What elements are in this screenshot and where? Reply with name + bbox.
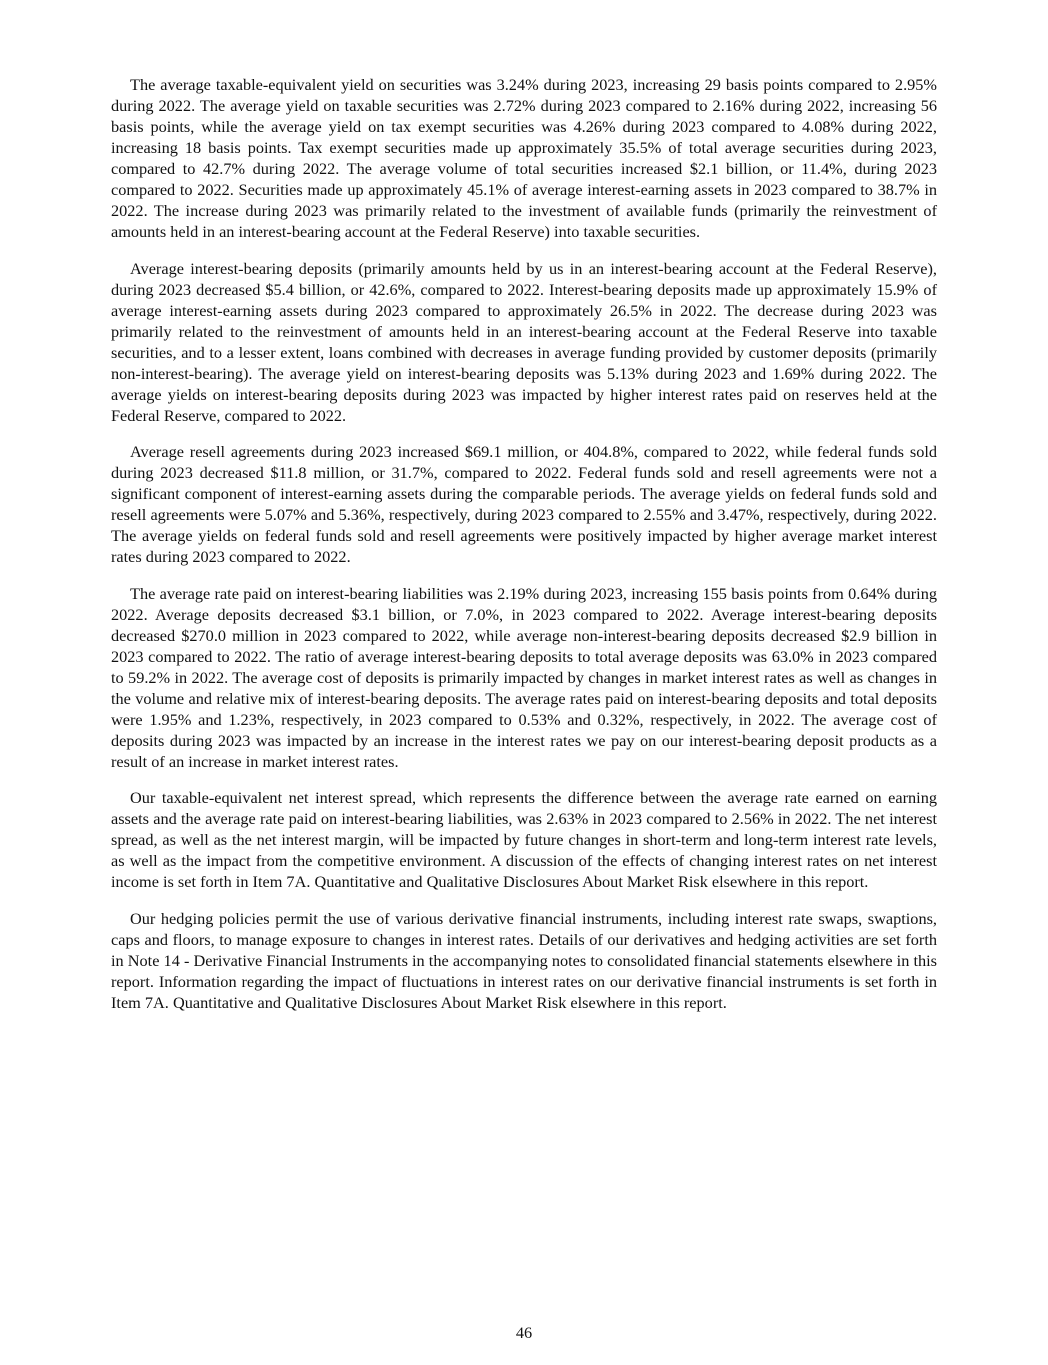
- page-number: 46: [515, 1323, 533, 1342]
- paragraph-net-interest-spread: Our taxable-equivalent net interest spread, which represents the difference between the average rate earned on earning assets and the average rate paid on interest-bearing liabilities, was 2.63% in 2023 compared to 2.56% in 2022. The net interest spread, as well as the net interest margin, will be impacted by future changes in short-term and long-term interest rate levels, as well as the impact from the competitive environment. A discussion of the effects of changing interest rates on net interest income is set forth in Item 7A. Quantitative and Qualitative Disclosures About Market Risk elsewhere in this report.: [111, 788, 937, 891]
- paragraph-hedging-policies: Our hedging policies permit the use of various derivative financial instruments, including interest rate swaps, swaptions, caps and floors, to manage exposure to changes in interest rates. Details of our derivatives and hedging activities are set forth in Note 14 - Derivative Financial Instruments in the accompanying notes to consolidated financial statements elsewhere in this report. Information regarding the impact of fluctuations in interest rates on our derivative financial instruments is set forth in Item 7A. Quantitative and Qualitative Disclosures About Market Risk elsewhere in this report.: [111, 908, 937, 1012]
- paragraph-resell-agreements: Average resell agreements during 2023 increased $69.1 million, or 404.8%, compared to 2022, while federal funds sold during 2023 decreased $11.8 million, or 31.7%, compared to 2022. Federal funds sold and resell agreements were not a significant component of interest-earning assets during the comparable periods. The average yields on federal funds sold and resell agreements were 5.07% and 5.36%, respectively, during 2023 compared to 2.55% and 3.47%, respectively, during 2022. The average yields on federal funds sold and resell agreements were positively impacted by higher average market interest rates during 2023 compared to 2022.: [111, 442, 937, 566]
- paragraph-securities-yield: The average taxable-equivalent yield on securities was 3.24% during 2023, increasing 29 basis points compared to 2.95% during 2022. The average yield on taxable securities was 2.72% during 2023 compared to 2.16% during 2022, increasing 56 basis points, while the average yield on tax exempt securities was 4.26% during 2023 compared to 4.08% during 2022, increasing 18 basis points. Tax exempt securities made up approximately 35.5% of total average securities during 2023, compared to 42.7% during 2022. The average volume of total securities increased $2.1 billion, or 11.4%, during 2023 compared to 2022. Securities made up approximately 45.1% of average interest-earning assets in 2023 compared to 38.7% in 2022. The increase during 2023 was primarily related to the investment of available funds (primarily the reinvestment of amounts held in an interest-bearing account at the Federal Reserve) into taxable securities.: [111, 75, 937, 241]
- paragraph-interest-bearing-deposits: Average interest-bearing deposits (primarily amounts held by us in an interest-bearing account at the Federal Reserve), during 2023 decreased $5.4 billion, or 42.6%, compared to 2022. Interest-bearing deposits made up approximately 15.9% of average interest-earning assets during 2023 compared to approximately 26.5% in 2022. The decrease during 2023 was primarily related to the reinvestment of amounts held in an interest-bearing account at the Federal Reserve into taxable securities, and to a lesser extent, loans combined with decreases in average funding provided by customer deposits (primarily non-interest-bearing). The average yield on interest-bearing deposits was 5.13% during 2023 and 1.69% during 2022. The average yields on interest-bearing deposits during 2023 was impacted by higher interest rates paid on reserves held at the Federal Reserve, compared to 2022.: [111, 258, 937, 425]
- document-body: [111, 74, 937, 1028]
- paragraph-interest-bearing-liabilities: The average rate paid on interest-bearing liabilities was 2.19% during 2023, increasing 155 basis points from 0.64% during 2022. Average deposits decreased $3.1 billion, or 7.0%, in 2023 compared to 2022. Average interest-bearing deposits decreased $270.0 million in 2023 compared to 2022, while average non-interest-bearing deposits decreased $2.9 billion in 2023 compared to 2022. The ratio of average interest-bearing deposits to total average deposits was 63.0% in 2023 compared to 59.2% in 2022. The average cost of deposits is primarily impacted by changes in market interest rates as well as changes in the volume and relative mix of interest-bearing deposits. The average rates paid on interest-bearing deposits and total deposits were 1.95% and 1.23%, respectively, in 2023 compared to 0.53% and 0.32%, respectively, in 2022. The average cost of deposits during 2023 was impacted by an increase in the interest rates we pay on our interest-bearing deposit products as a result of an increase in market interest rates.: [111, 583, 937, 771]
